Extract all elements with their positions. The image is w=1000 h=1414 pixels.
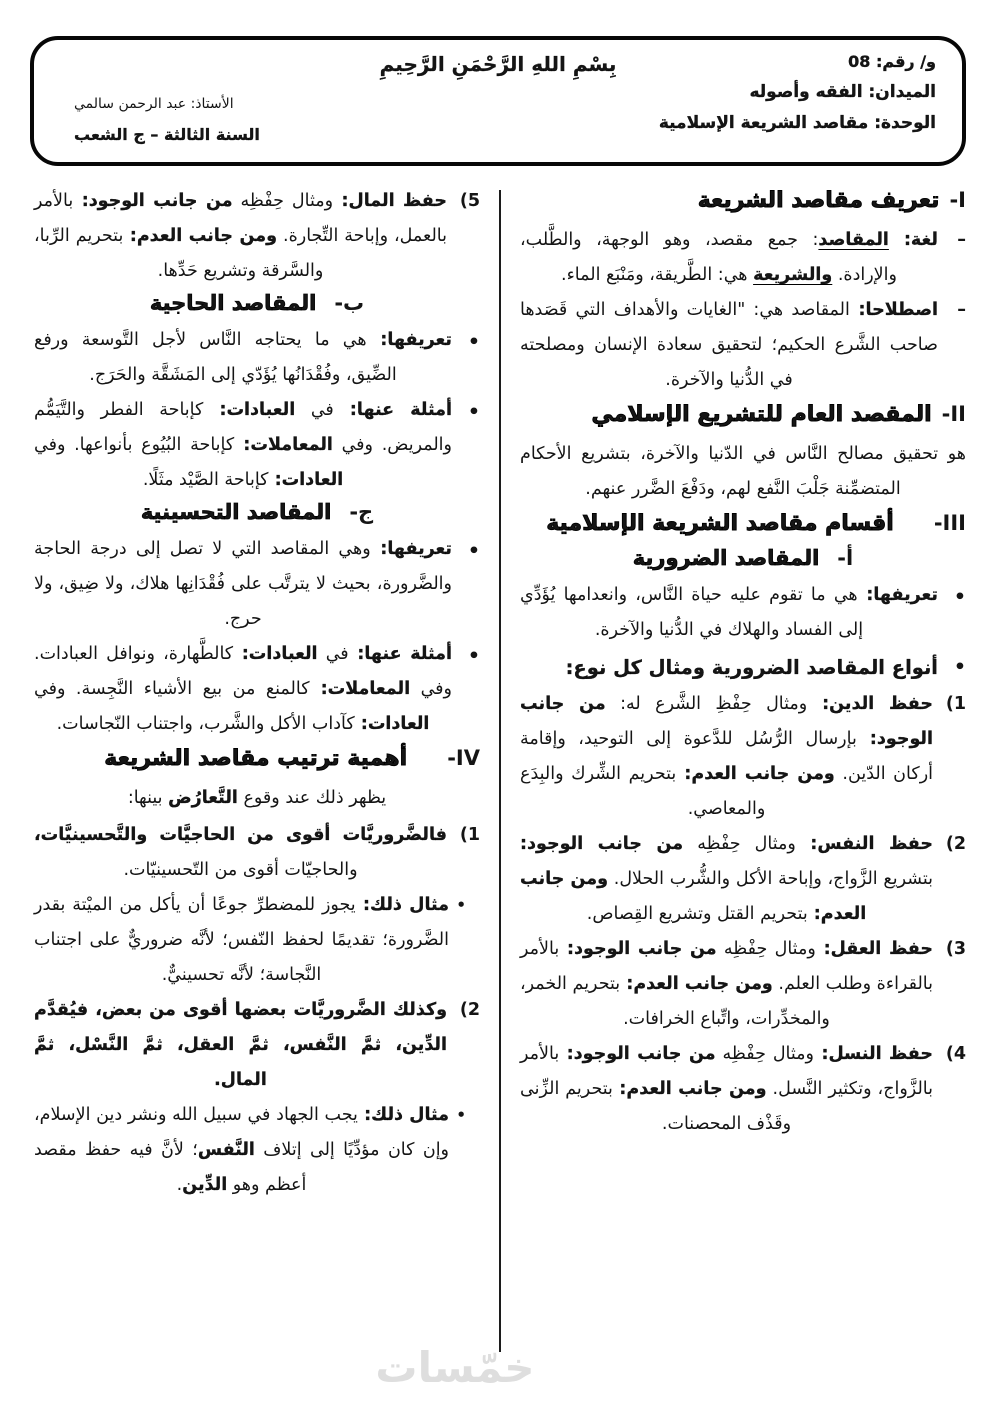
text-run: : جمع مقصد، وهو الوجهة، والطَّلب، والإرادة.: [520, 230, 897, 285]
text-run: حفظ النسل:: [813, 1044, 933, 1064]
list-item-text: [34, 818, 447, 888]
section-heading: [520, 511, 966, 536]
list-marker: 1): [945, 694, 966, 714]
list-item-text: [34, 1098, 449, 1203]
text-run: فالضَّروريَّات أقوى من الحاجيَّات والتَّحسينيَّات،: [34, 825, 447, 845]
text-run: ومثال حِفْظِه: [232, 191, 334, 211]
list-marker: •: [953, 586, 966, 608]
text-run: ومثال حِفْظِ الشَّرع له:: [605, 694, 808, 714]
text-run: بتحريم القتل وتشريع القِصاص.: [586, 904, 808, 924]
subsection-heading: [520, 546, 966, 570]
column-divider: [499, 190, 501, 1352]
text-run: يجوز للمضطرِّ جوعًا أن يأكل من الميْتة بقدر الضَّرورة؛ تقديمًا لحفظ النّفس؛ لأنَّه ضروريٌّ على اجتناب النَّجاسة؛ لأنَّه تحسينيٌّ.: [34, 895, 449, 985]
text-run: حفظ النفس:: [795, 834, 934, 854]
text-run: العبادات:: [203, 400, 296, 420]
list-item: [34, 1098, 466, 1203]
text-run: كإباحة البُيُوع بأنواعها. وفي: [34, 435, 235, 455]
list-item-text: [520, 648, 938, 687]
text-run: ومن جانب العدم:: [676, 764, 835, 784]
text-run: أمثلة عنها:: [348, 644, 453, 664]
text-run: يجب الجهاد في سبيل الله ونشر دين الإسلام، وإن كان مؤدِّيًا إلى إتلاف: [34, 1105, 450, 1160]
list-item-text: [34, 637, 452, 742]
text-run: أمثلة عنها:: [333, 400, 452, 420]
text-run: العادات:: [268, 470, 344, 490]
text-run: بالأمر بالعمل، وإباحة التِّجارة.: [34, 191, 448, 246]
text-run: ؛ لأنَّ فيه حفظ مقصد أعظم وهو: [34, 1140, 307, 1195]
list-item: [34, 818, 480, 888]
document-body: [30, 184, 966, 1352]
list-item-text: [520, 293, 938, 398]
text-run: من جانب الوجود:: [520, 694, 933, 749]
list-item: [34, 637, 480, 742]
list-item: [34, 184, 480, 289]
list-marker: •: [953, 656, 966, 678]
list-item: [520, 293, 966, 398]
section-title: المقاصد الضرورية: [632, 546, 820, 570]
list-marker: 1): [459, 825, 480, 845]
text-run: مثال ذلك:: [355, 895, 450, 915]
text-run: هي: الطَّريقة، ومَنْبَع الماء.: [561, 265, 754, 285]
bismillah-calligraphy: بِسْمِ اللهِ الرَّحْمَنِ الرَّحِيمِ: [379, 52, 617, 76]
section-number: ج-: [349, 500, 374, 524]
text-run: هي ما يحتاجه النَّاس لأجل التَّوسعة ورفع الضِّيق، وفُقْدَانُها يُؤَدّي إلى المَشَقَّة والحَرَج.: [34, 330, 397, 385]
list-item: [520, 687, 966, 827]
text-run: في: [317, 644, 349, 664]
text-run: من جانب الوجود:: [559, 939, 717, 959]
text-run: لغة:: [888, 230, 938, 250]
text-run: تعريفها:: [857, 585, 938, 605]
text-run: المقاصد: [818, 230, 889, 250]
text-run: .: [176, 1175, 183, 1195]
text-run: وهي المقاصد التي لا تصل إلى درجة الحاجة والضَّرورة، بحيث لا يترتَّب على فُقْدَانِها هلاك، ولا ضِيق، ولا حرج.: [34, 539, 452, 629]
section-number: II-: [941, 402, 966, 426]
list-marker: •: [467, 331, 480, 353]
field-line: الميدان: الفقه وأصوله: [749, 82, 936, 102]
unit-line: الوحدة: مقاصد الشريعة الإسلامية: [658, 113, 936, 133]
text-run: الدِّين: [182, 1175, 228, 1195]
text-run: ومن جانب العدم:: [123, 226, 278, 246]
header-left-block: [74, 96, 260, 144]
text-run: من جانب الوجود:: [559, 1044, 716, 1064]
text-run: كالمنع من بيع الأشياء النَّجِسة. وفي: [34, 679, 310, 699]
list-item: [520, 223, 966, 293]
section-number: III-: [933, 511, 966, 535]
text-run: تعريفها:: [366, 330, 452, 350]
text-run: ومثال حِفْظِه: [715, 1044, 814, 1064]
list-marker: 2): [459, 1000, 480, 1020]
list-item-text: [34, 184, 447, 289]
paragraph: [520, 437, 966, 507]
section-title: أهمية ترتيب مقاصد الشريعة: [104, 746, 408, 771]
section-number: أ-: [837, 546, 854, 570]
section-heading: [34, 746, 480, 771]
list-item: [520, 648, 966, 687]
list-marker: –: [957, 230, 966, 250]
list-item: [34, 393, 480, 498]
list-marker: •: [467, 645, 480, 667]
teacher-line: الأستاذ: عبد الرحمن سالمي: [74, 96, 234, 112]
list-item-text: [520, 578, 938, 648]
column-left: [34, 184, 480, 1352]
text-run: بتحريم الزِّنى وقَذْف المحصنات.: [520, 1079, 792, 1134]
text-run: المقاصد هي: "الغايات والأهداف التي قَصَدها صاحب الشَّرع الحكيم؛ لتحقيق سعادة الإنسان ومصلحته في الدُّنيا والآخرة.: [520, 300, 938, 390]
text-run: من جانب الوجود:: [73, 191, 233, 211]
text-run: هو تحقيق مصالح النَّاس في الدّنيا والآخرة، بتشريع الأحكام المتضمِّنة جَلْبَ النَّفع لهم، ودَفْعَ الضَّرر عنهم.: [520, 444, 966, 499]
list-item-text: [520, 223, 938, 293]
text-run: حفظ المال:: [333, 191, 448, 211]
text-run: ومن جانب العدم:: [612, 1079, 767, 1099]
text-run: كإباحة الصَّيْد مثَلًا.: [142, 470, 269, 490]
text-run: المعاملات:: [234, 435, 333, 455]
text-run: النَّفس: [197, 1140, 255, 1160]
list-marker: •: [456, 1106, 466, 1124]
list-marker: –: [957, 300, 966, 320]
section-title: المقاصد الحاجية: [149, 291, 317, 315]
text-run: أنواع المقاصد الضرورية ومثال كل نوع:: [565, 656, 938, 679]
text-run: كآداب الأكل والشَّرب، واجتناب النّجاسات.: [56, 714, 355, 734]
list-item-text: [520, 932, 933, 1037]
list-item: [520, 827, 966, 932]
text-run: في: [295, 400, 334, 420]
text-run: والشريعة: [753, 265, 833, 285]
subsection-heading: [34, 291, 480, 315]
text-run: المعاملات:: [309, 679, 411, 699]
section-title: تعريف مقاصد الشريعة: [697, 188, 940, 213]
list-marker: •: [467, 540, 480, 562]
text-run: بينها:: [127, 788, 169, 808]
section-title: المقاصد التحسينية: [140, 500, 332, 524]
text-run: بتحريم الرِّبا، والسَّرقة وتشريع حَدِّها.: [34, 226, 324, 281]
text-run: والحاجيّات أقوى من التّحسينيّات.: [123, 860, 358, 880]
list-item: [520, 932, 966, 1037]
section-number: I-: [949, 188, 966, 212]
column-right: [520, 184, 966, 1352]
text-run: ومثال حِفْظِه: [683, 834, 796, 854]
text-run: تعريفها:: [370, 539, 452, 559]
header-right-block: [659, 52, 936, 144]
list-item: [34, 993, 480, 1098]
text-run: ومثال حِفْظِه: [716, 939, 816, 959]
text-run: ومن جانب العدم:: [620, 974, 773, 994]
list-item-text: [34, 993, 447, 1098]
list-item: [34, 888, 466, 993]
list-item-text: [34, 323, 452, 393]
list-marker: 2): [945, 834, 966, 854]
section-title: أقسام مقاصد الشريعة الإسلامية: [546, 511, 894, 536]
list-item: [34, 532, 480, 637]
text-run: حفظ العقل:: [815, 939, 934, 959]
watermark: خمّسات: [375, 1343, 535, 1392]
list-marker: 3): [945, 939, 966, 959]
text-run: بتحريم الشِّرك والبِدَع والمعاصي.: [520, 764, 766, 819]
text-run: كإباحة الفطر والتَّيَمُّم والمريض. وفي: [34, 400, 452, 455]
text-run: كالطَّهارة، ونوافل العبادات. وفي: [34, 644, 453, 699]
text-run: اصطلاحا:: [849, 300, 938, 320]
list-marker: •: [456, 896, 466, 914]
list-item-text: [34, 532, 452, 637]
list-item: [520, 578, 966, 648]
text-run: بتحريم الخمر، والمخدِّرات، واتِّباع الخرافات.: [520, 974, 830, 1029]
subsection-heading: [34, 500, 480, 524]
section-heading: [520, 402, 966, 427]
list-item-text: [34, 393, 452, 498]
section-heading: [520, 188, 966, 213]
text-run: بالأمر بالقراءة وطلب العلم.: [520, 939, 933, 994]
list-item-text: [520, 687, 933, 827]
paragraph: [34, 781, 480, 816]
text-run: بتشريع الزَّواج، وإباحة الأكل والشُّرب الحلال.: [608, 869, 933, 889]
text-run: العادات:: [354, 714, 430, 734]
list-marker: 4): [945, 1044, 966, 1064]
list-item: [520, 1037, 966, 1142]
section-number: IV-: [447, 746, 480, 770]
text-run: بالأمر بالزَّواج، وتكثير النَّسل.: [520, 1044, 933, 1099]
text-run: من جانب الوجود:: [520, 834, 684, 854]
grade-line: السنة الثالثة – ج الشعب: [74, 125, 260, 144]
text-run: التَّعارُض: [168, 788, 238, 808]
text-run: العبادات:: [233, 644, 318, 664]
text-run: حفظ الدين:: [807, 694, 933, 714]
text-run: يظهر ذلك عند وقوع: [237, 788, 387, 808]
section-title: المقصد العام للتشريع الإسلامي: [591, 402, 932, 427]
text-run: بإرسال الرُّسُل للدَّعوة إلى التوحيد، وإقامة أركان الدّين.: [520, 729, 934, 784]
header-box: [30, 36, 966, 166]
text-run: وكذلك الضَّروريَّات بعضها أقوى من بعض، فيُقدَّم الدِّين، ثمَّ النَّفس، ثمَّ العقل، ثمَّ النَّسْل، ثمَّ المال.: [34, 1000, 447, 1090]
doc-number: و/ رقم: 08: [848, 52, 936, 71]
text-run: هي ما تقوم عليه حياة النَّاس، وانعدامها يُؤَدِّي إلى الفساد والهلاك في الدُّنيا والآخرة.: [520, 585, 864, 640]
list-item-text: [520, 1037, 933, 1142]
list-item-text: [34, 888, 449, 993]
list-item-text: [520, 827, 933, 932]
list-marker: 5): [459, 191, 480, 211]
list-marker: •: [467, 401, 480, 423]
list-item: [34, 323, 480, 393]
section-number: ب-: [334, 291, 365, 315]
text-run: ومن جانب العدم:: [520, 869, 867, 924]
text-run: مثال ذلك:: [357, 1105, 449, 1125]
